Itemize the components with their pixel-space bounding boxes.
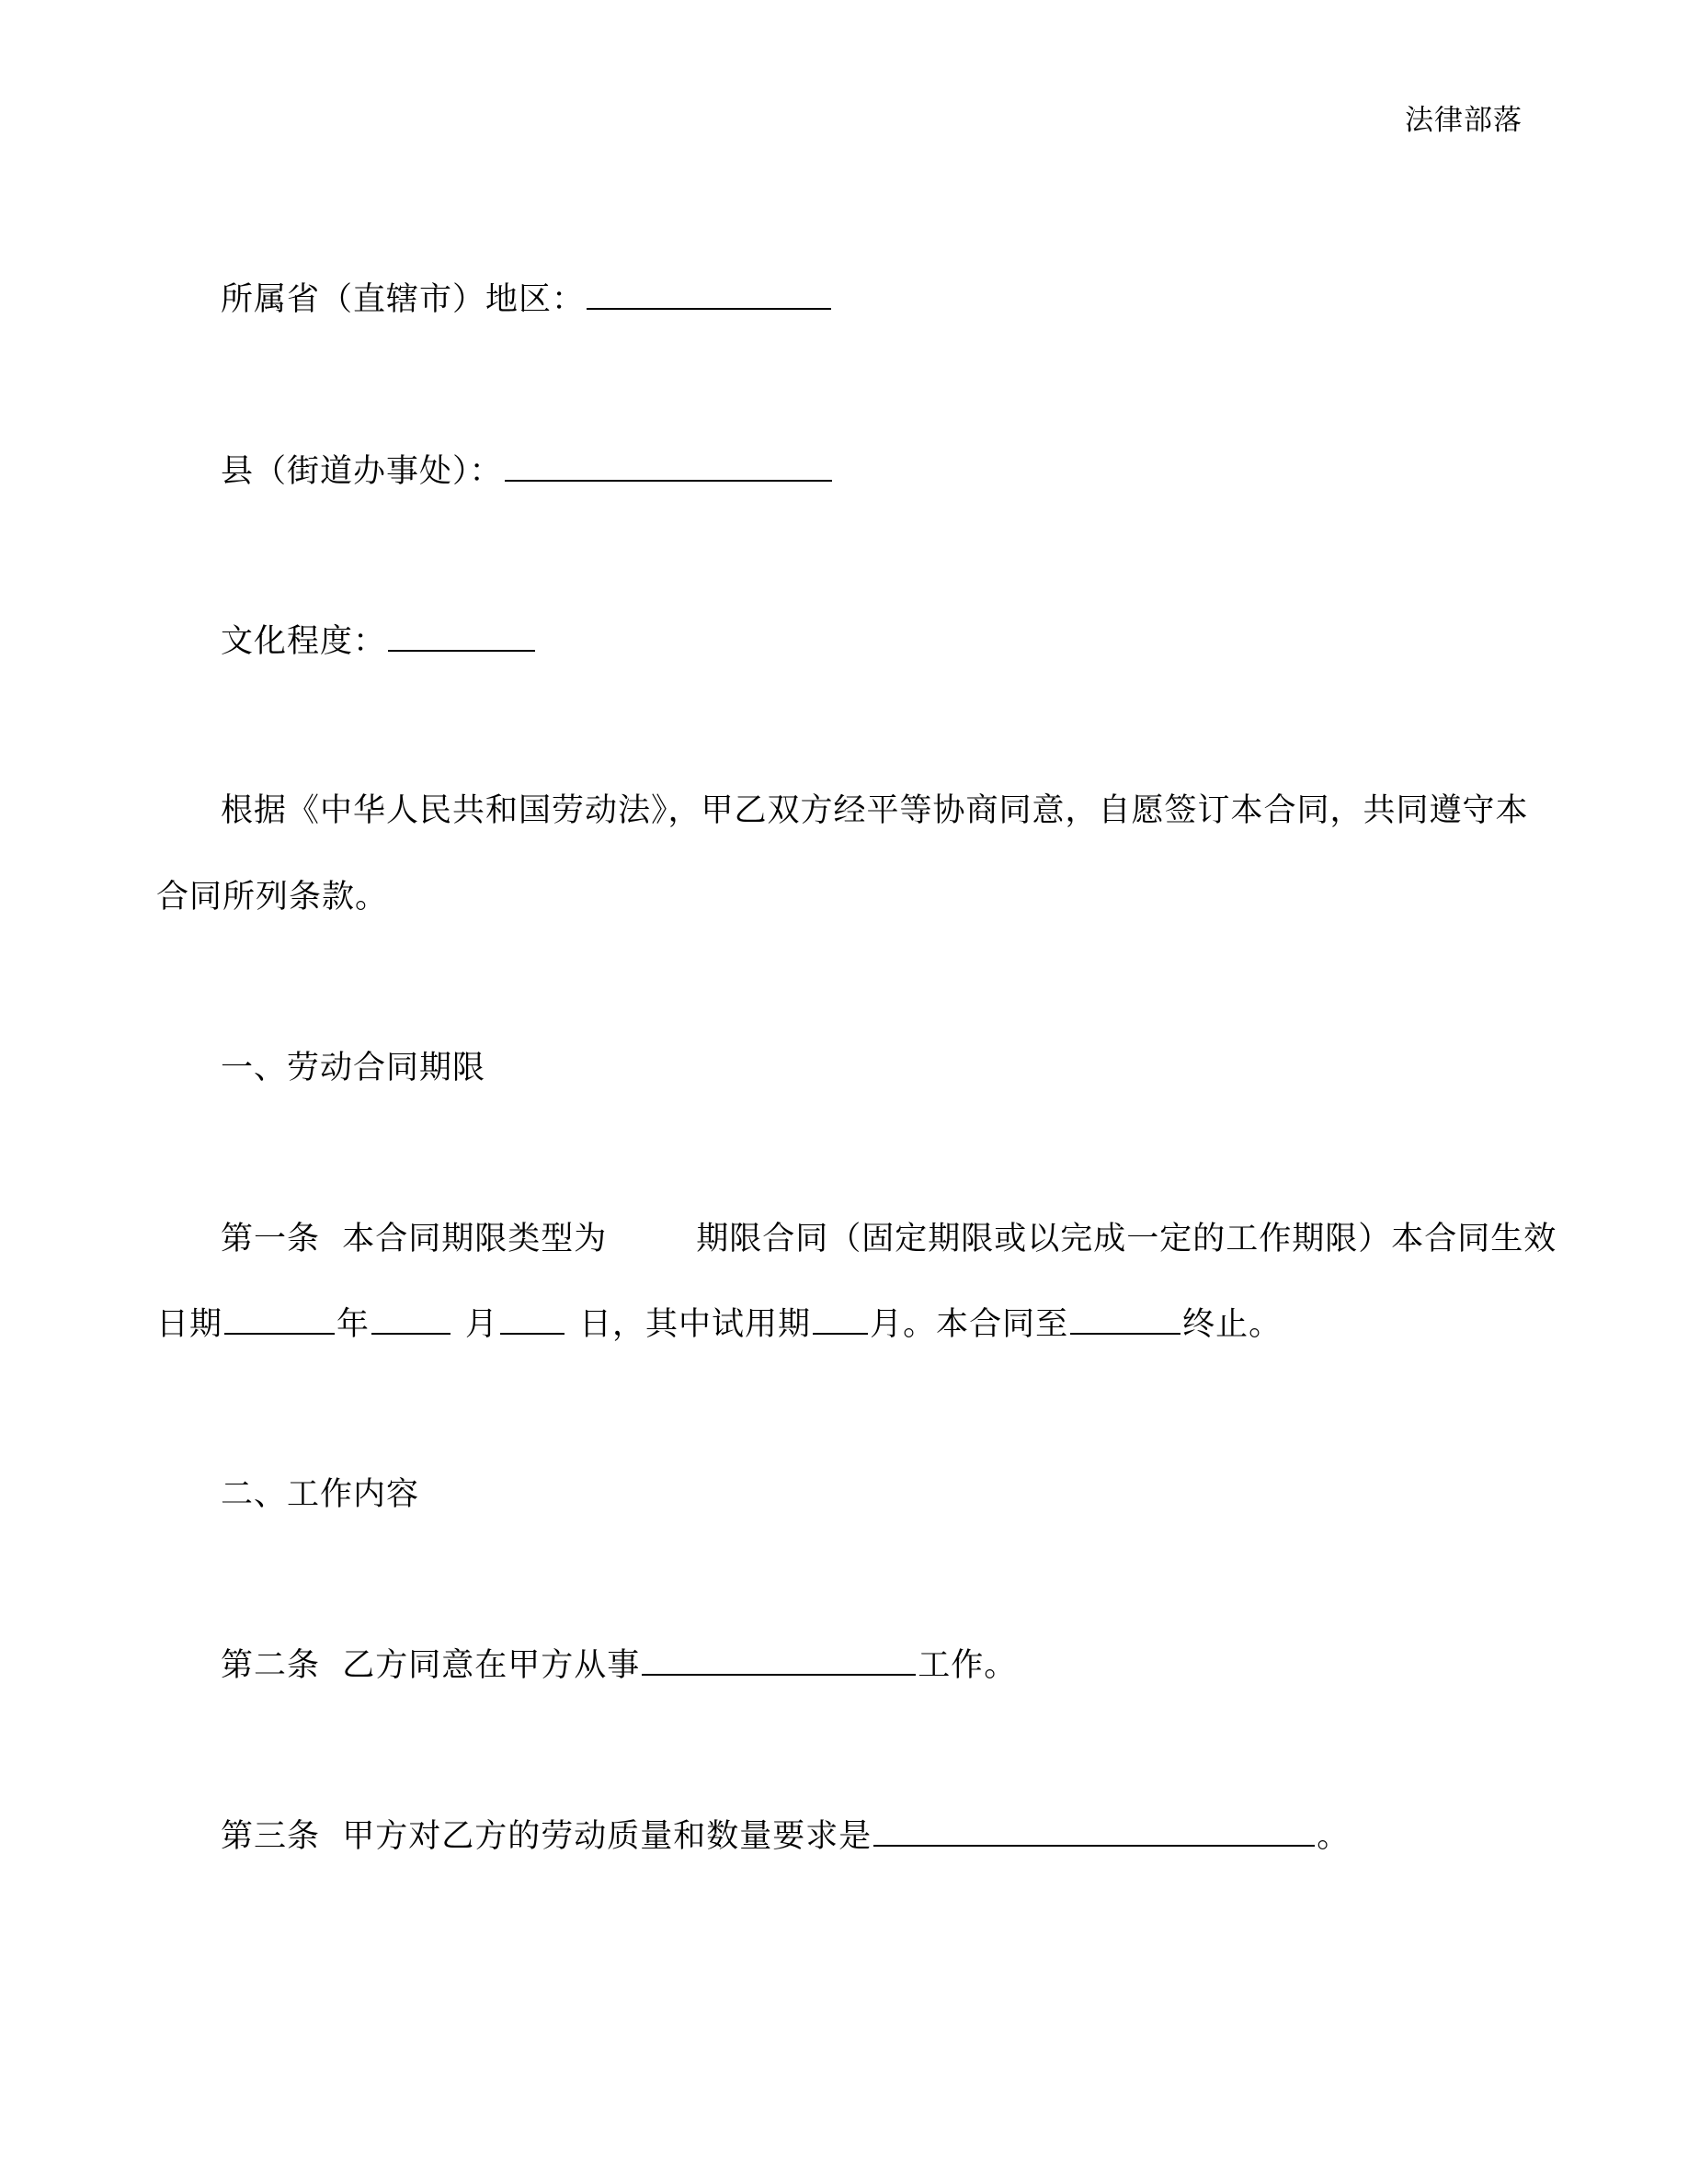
probation-label: 日，其中试用期 (579, 1306, 812, 1343)
county-label: 县（街道办事处）： (221, 453, 503, 490)
article-3-line (221, 1815, 1350, 1858)
job-blank[interactable] (642, 1644, 916, 1676)
year-label: 年 (336, 1306, 371, 1343)
province-label: 所属省（直辖市）地区： (221, 281, 586, 318)
education-field-line (221, 620, 537, 663)
education-label: 文化程度： (221, 623, 387, 660)
contract-end-label: 月。本合同至 (870, 1306, 1069, 1343)
year-blank[interactable] (224, 1303, 335, 1335)
quality-requirement-blank[interactable] (873, 1815, 1315, 1847)
article-1-line-2 (156, 1303, 1282, 1346)
probation-blank[interactable] (813, 1303, 868, 1335)
province-field-line (221, 279, 833, 321)
article-2-line (221, 1644, 1017, 1687)
effective-date-label: 日期 (156, 1306, 223, 1343)
county-blank[interactable] (505, 450, 832, 482)
article-1-line-1: 第一条 本合同期限类型为 期限合同（固定期限或以完成一定的工作期限）本合同生效 (221, 1221, 1557, 1257)
article-2-label: 第二条 乙方同意在甲方从事 (221, 1647, 641, 1684)
section-1-heading: 一、劳动合同期限 (221, 1050, 486, 1086)
education-blank[interactable] (388, 620, 535, 652)
day-blank[interactable] (500, 1303, 565, 1335)
header-site-name: 法律部落 (1405, 104, 1523, 137)
end-date-blank[interactable] (1070, 1303, 1180, 1335)
end-label: 终止。 (1182, 1306, 1283, 1343)
province-blank[interactable] (587, 279, 831, 310)
article-2-suffix: 工作。 (918, 1647, 1018, 1684)
article-3-label: 第三条 甲方对乙方的劳动质量和数量要求是 (221, 1818, 873, 1855)
section-2-heading: 二、工作内容 (221, 1476, 420, 1513)
month-label: 月 (465, 1306, 499, 1343)
month-blank[interactable] (371, 1303, 451, 1335)
preamble-line-1: 根据《中华人民共和国劳动法》，甲乙双方经平等协商同意，自愿签订本合同，共同遵守本 (221, 792, 1529, 829)
article-3-suffix: 。 (1317, 1818, 1351, 1855)
county-field-line (221, 450, 834, 493)
preamble-line-2: 合同所列条款。 (156, 879, 389, 916)
